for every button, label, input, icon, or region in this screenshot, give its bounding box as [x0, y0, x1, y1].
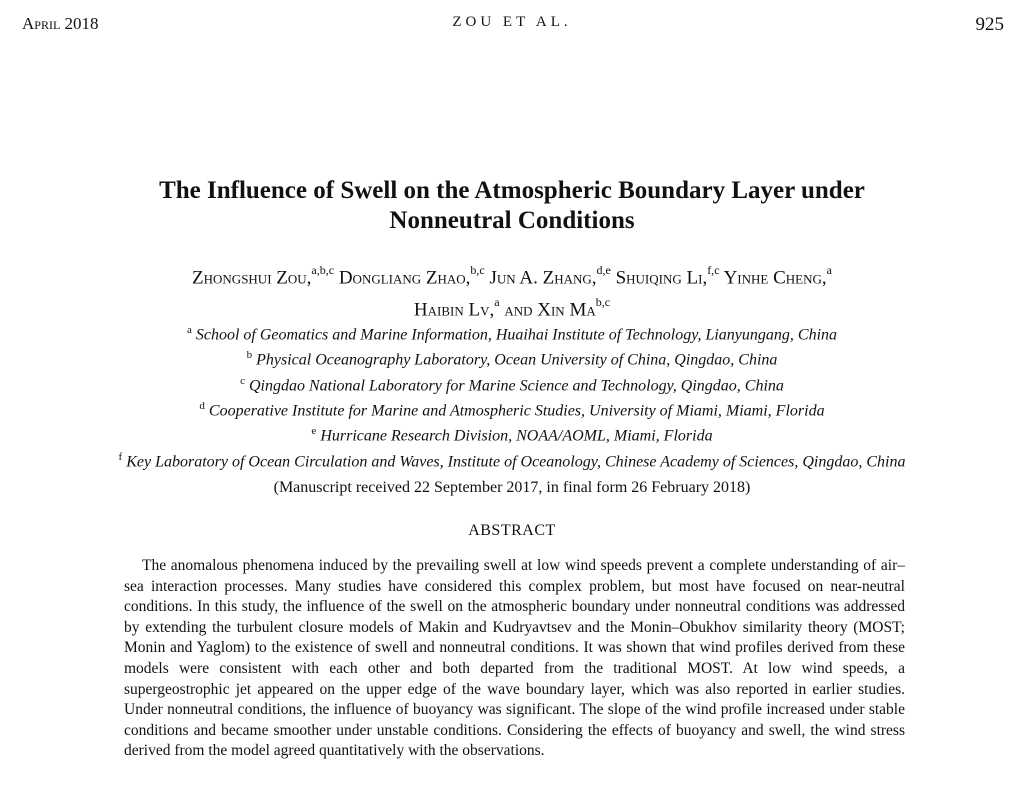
title-line-1: The Influence of Swell on the Atmospheric Boundary Layer under: [159, 177, 865, 204]
author-line-1: [0, 259, 1024, 291]
author-name: Jun A. Zhang,: [489, 267, 597, 289]
author-affiliation-marks: a: [494, 295, 500, 310]
abstract-body: The anomalous phenomena induced by the prevailing swell at low wind speeds prevent a complete understanding of air–sea interaction processes. Many studies have considered this complex problem, but most have focused on near-neutral conditions. In this study, the influence of the swell on the atmospheric boundary under nonneutral conditions was addressed by extending the turbulent closure models of Makin and Kudryavtsev and the Monin–Obukhov similarity theory (MOST; Monin and Yaglom) to the existence of swell and nonneutral conditions. It was shown that wind profiles derived from these models were consistent with each other and both departed from the traditional MOST. At low wind speeds, a supergeostrophic jet appeared on the upper edge of the wave boundary layer, which was also reported in earlier studies. Under nonneutral conditions, the influence of buoyancy was significant. The slope of the wind profile increased under stable conditions and became smoother under unstable conditions. Considering the effects of buoyancy and swell, the wind stress derived from the model agreed quantitatively with the observations.: [124, 557, 905, 760]
running-authors: ZOU ET AL.: [452, 14, 572, 30]
abstract-heading: ABSTRACT: [468, 522, 556, 539]
author-name: Dongliang Zhao,: [338, 267, 471, 289]
affiliation-list: [0, 320, 1024, 472]
affiliation-mark: f: [118, 450, 123, 463]
author-name: Shuiqing Li,: [615, 267, 708, 289]
issue-date: April 2018: [22, 14, 99, 33]
affiliation-item: [0, 421, 1024, 446]
author-affiliation-marks: d,e: [596, 263, 611, 277]
author-conjunction: and: [504, 299, 533, 321]
affiliation-text: Hurricane Research Division, NOAA/AOML, Miami, Florida: [320, 427, 713, 445]
author-list: [0, 259, 1024, 324]
affiliation-mark: b: [246, 349, 253, 362]
author-name: Zhongshui Zou,: [192, 267, 312, 289]
affiliation-mark: e: [311, 425, 317, 438]
manuscript-received: (Manuscript received 22 September 2017, in final form 26 February 2018): [273, 479, 751, 496]
affiliation-item: [0, 396, 1024, 421]
author-affiliation-marks: b,c: [595, 295, 611, 310]
affiliation-item: [0, 345, 1024, 370]
affiliation-mark: a: [186, 324, 192, 336]
affiliation-item: [0, 371, 1024, 396]
affiliation-item: [0, 320, 1024, 345]
title-line-2: Nonneutral Conditions: [389, 207, 635, 234]
affiliation-item: [0, 447, 1024, 472]
author-line-2: [0, 291, 1024, 323]
author-name: Yinhe Cheng,: [723, 267, 827, 289]
affiliation-text: School of Geomatics and Marine Information, Huaihai Institute of Technology, Lianyungang, China: [195, 326, 838, 344]
affiliation-mark: d: [199, 399, 205, 412]
affiliation-text: Physical Oceanography Laboratory, Ocean University of China, Qingdao, China: [256, 351, 778, 369]
author-affiliation-marks: b,c: [470, 263, 485, 277]
author-affiliation-marks: a,b,c: [311, 263, 335, 277]
affiliation-text: Cooperative Institute for Marine and Atmospheric Studies, University of Miami, Miami, Florida: [208, 402, 825, 420]
affiliation-text: Qingdao National Laboratory for Marine Science and Technology, Qingdao, China: [248, 376, 784, 394]
author-name: Haibin Lv,: [413, 299, 495, 321]
author-name: Xin Ma: [537, 299, 596, 321]
paper-title: [0, 176, 1024, 236]
running-header: [0, 14, 1024, 38]
affiliation-text: Key Laboratory of Ocean Circulation and Waves, Institute of Oceanology, Chinese Academy of Sciences, Qingdao, China: [126, 452, 906, 470]
affiliation-mark: c: [240, 374, 245, 387]
author-affiliation-marks: a: [826, 263, 832, 277]
page-number: 925: [975, 14, 1004, 35]
author-affiliation-marks: f,c: [707, 263, 720, 277]
